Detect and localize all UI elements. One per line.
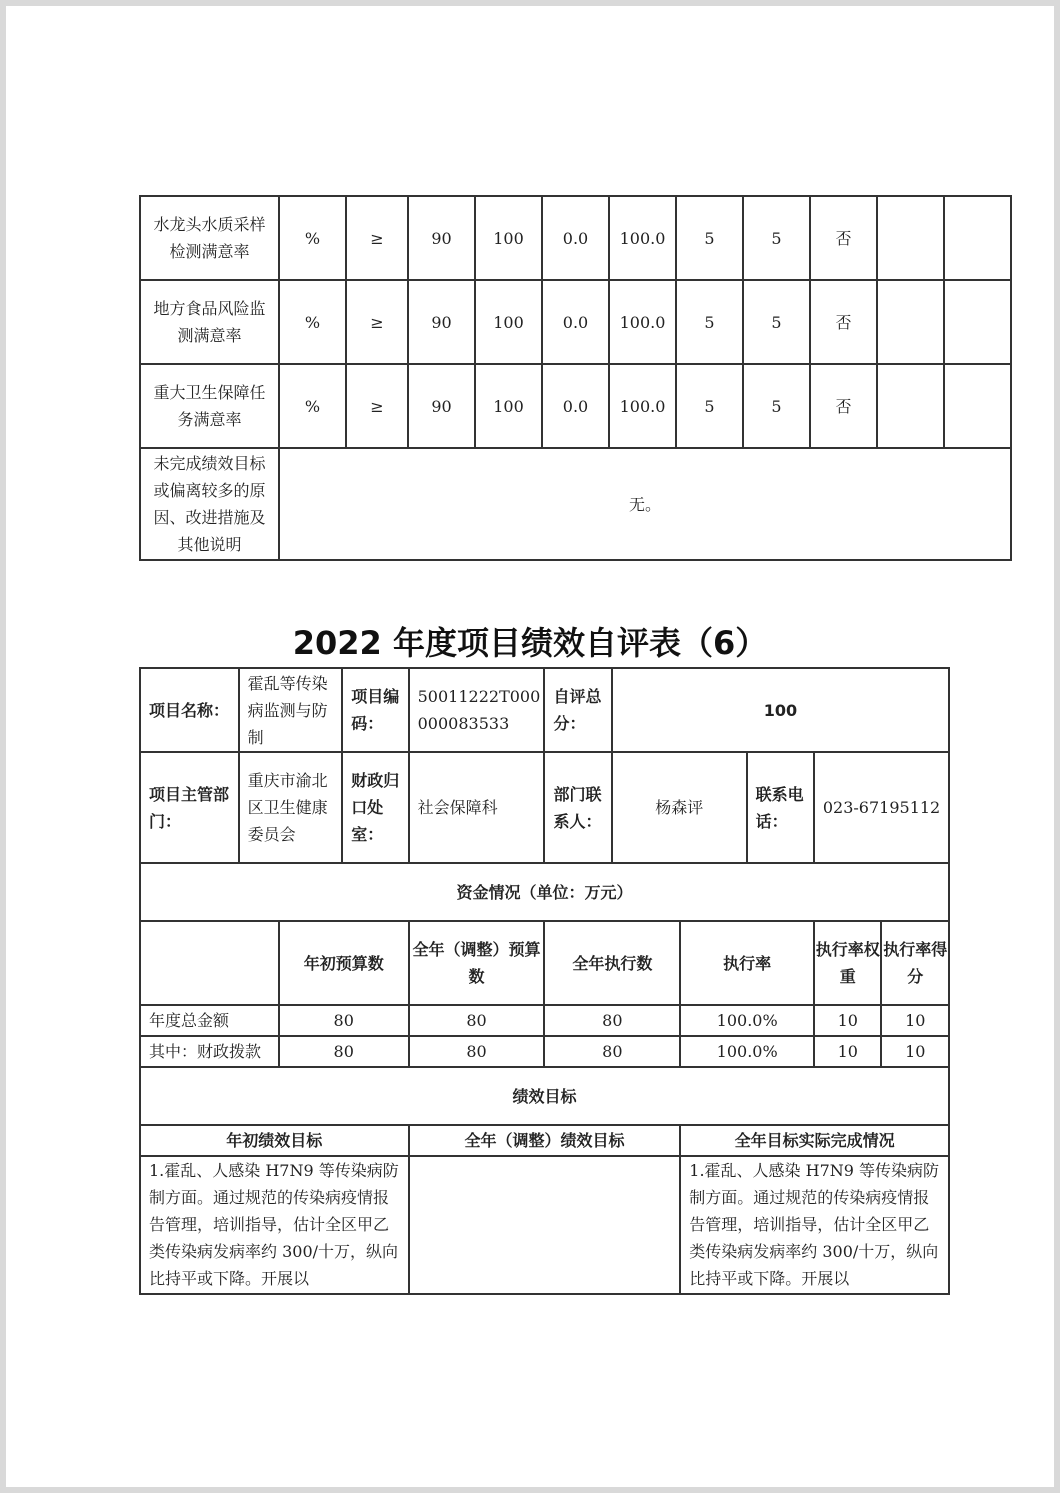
table-row (140, 280, 1011, 364)
operator-cell: ≥ (346, 364, 408, 448)
actual-cell: 100 (475, 196, 542, 280)
indicator-name: 水龙头水质采样检测满意率 (140, 196, 279, 280)
empty-cell (877, 364, 944, 448)
funds-header-blank (140, 921, 279, 1005)
department-info-row (140, 752, 949, 863)
goals-content-row (140, 1156, 949, 1294)
indicator-name: 地方食品风险监测满意率 (140, 280, 279, 364)
goals-section-row (140, 1067, 949, 1125)
contact-value: 杨森评 (612, 752, 747, 863)
funds-row (140, 1036, 949, 1067)
notes-row (140, 448, 1011, 560)
rate-cell: 100.0 (609, 364, 676, 448)
funds-cell: 80 (544, 1005, 680, 1036)
funds-cell: 80 (409, 1036, 545, 1067)
actual-cell: 100 (475, 364, 542, 448)
empty-cell (944, 364, 1011, 448)
funds-cell: 10 (814, 1036, 881, 1067)
funds-cell: 100.0% (680, 1036, 814, 1067)
score-label: 自评总分： (544, 668, 611, 752)
rate-cell: 100.0 (609, 280, 676, 364)
unit-cell: % (279, 364, 346, 448)
deviation-cell: 0.0 (542, 196, 609, 280)
funds-header-rate: 执行率 (680, 921, 814, 1005)
operator-cell: ≥ (346, 196, 408, 280)
empty-cell (877, 196, 944, 280)
funds-row-label: 其中：财政拨款 (140, 1036, 279, 1067)
goals-initial-text: 1.霍乱、人感染 H7N9 等传染病防制方面。通过规范的传染病疫情报告管理，培训指导，估计全区甲乙类传染病发病率约 300/十万，纵向比持平或下降。开展以 (140, 1156, 409, 1294)
empty-cell (944, 196, 1011, 280)
phone-label: 联系电话： (747, 752, 814, 863)
phone-value: 023-67195112 (814, 752, 949, 863)
table-row (140, 196, 1011, 280)
self-evaluation-table (139, 667, 950, 1295)
funds-cell: 10 (881, 1005, 949, 1036)
target-cell: 90 (408, 196, 475, 280)
goals-header-row (140, 1125, 949, 1156)
contact-label: 部门联系人： (544, 752, 611, 863)
goals-adjusted-text (409, 1156, 681, 1294)
funds-header-initial: 年初预算数 (279, 921, 409, 1005)
finance-value: 社会保障科 (409, 752, 545, 863)
funds-cell: 10 (881, 1036, 949, 1067)
project-name-label: 项目名称： (140, 668, 239, 752)
funds-cell: 80 (544, 1036, 680, 1067)
dept-value: 重庆市渝北区卫生健康委员会 (239, 752, 343, 863)
page-title: 2022 年度项目绩效自评表（6） (292, 624, 768, 662)
funds-header-row (140, 921, 949, 1005)
deviate-cell: 否 (810, 280, 877, 364)
actual-cell: 100 (475, 280, 542, 364)
project-name-value: 霍乱等传染病监测与防制 (239, 668, 343, 752)
score-cell: 5 (743, 196, 810, 280)
funds-section-row (140, 863, 949, 921)
indicator-table (139, 195, 1012, 561)
target-cell: 90 (408, 280, 475, 364)
funds-cell: 80 (409, 1005, 545, 1036)
unit-cell: % (279, 196, 346, 280)
weight-cell: 5 (676, 196, 743, 280)
target-cell: 90 (408, 364, 475, 448)
score-cell: 5 (743, 280, 810, 364)
empty-cell (877, 280, 944, 364)
operator-cell: ≥ (346, 280, 408, 364)
deviation-cell: 0.0 (542, 280, 609, 364)
goals-header-actual: 全年目标实际完成情况 (680, 1125, 949, 1156)
funds-header-executed: 全年执行数 (544, 921, 680, 1005)
funds-section-title: 资金情况（单位：万元） (140, 863, 949, 921)
score-cell: 5 (743, 364, 810, 448)
project-info-row (140, 668, 949, 752)
funds-row-label: 年度总金额 (140, 1005, 279, 1036)
deviate-cell: 否 (810, 196, 877, 280)
funds-header-adjusted: 全年（调整）预算数 (409, 921, 545, 1005)
notes-value: 无。 (279, 448, 1011, 560)
funds-row (140, 1005, 949, 1036)
funds-cell: 10 (814, 1005, 881, 1036)
dept-label: 项目主管部门： (140, 752, 239, 863)
notes-label: 未完成绩效目标或偏离较多的原因、改进措施及其他说明 (140, 448, 279, 560)
project-code-value: 50011222T000000083533 (409, 668, 545, 752)
finance-label: 财政归口处室： (342, 752, 408, 863)
document-page (6, 6, 1054, 1487)
goals-section-title: 绩效目标 (140, 1067, 949, 1125)
funds-header-score: 执行率得分 (881, 921, 949, 1005)
funds-cell: 80 (279, 1036, 409, 1067)
deviate-cell: 否 (810, 364, 877, 448)
indicator-name: 重大卫生保障任务满意率 (140, 364, 279, 448)
project-code-label: 项目编码： (342, 668, 408, 752)
deviation-cell: 0.0 (542, 364, 609, 448)
goals-header-adjusted: 全年（调整）绩效目标 (409, 1125, 681, 1156)
funds-cell: 100.0% (680, 1005, 814, 1036)
weight-cell: 5 (676, 364, 743, 448)
funds-cell: 80 (279, 1005, 409, 1036)
rate-cell: 100.0 (609, 196, 676, 280)
funds-header-weight: 执行率权重 (814, 921, 881, 1005)
unit-cell: % (279, 280, 346, 364)
empty-cell (944, 280, 1011, 364)
goals-actual-text: 1.霍乱、人感染 H7N9 等传染病防制方面。通过规范的传染病疫情报告管理，培训指导，估计全区甲乙类传染病发病率约 300/十万，纵向比持平或下降。开展以 (680, 1156, 949, 1294)
total-score-value: 100 (612, 668, 949, 752)
goals-header-initial: 年初绩效目标 (140, 1125, 409, 1156)
weight-cell: 5 (676, 280, 743, 364)
table-row (140, 364, 1011, 448)
